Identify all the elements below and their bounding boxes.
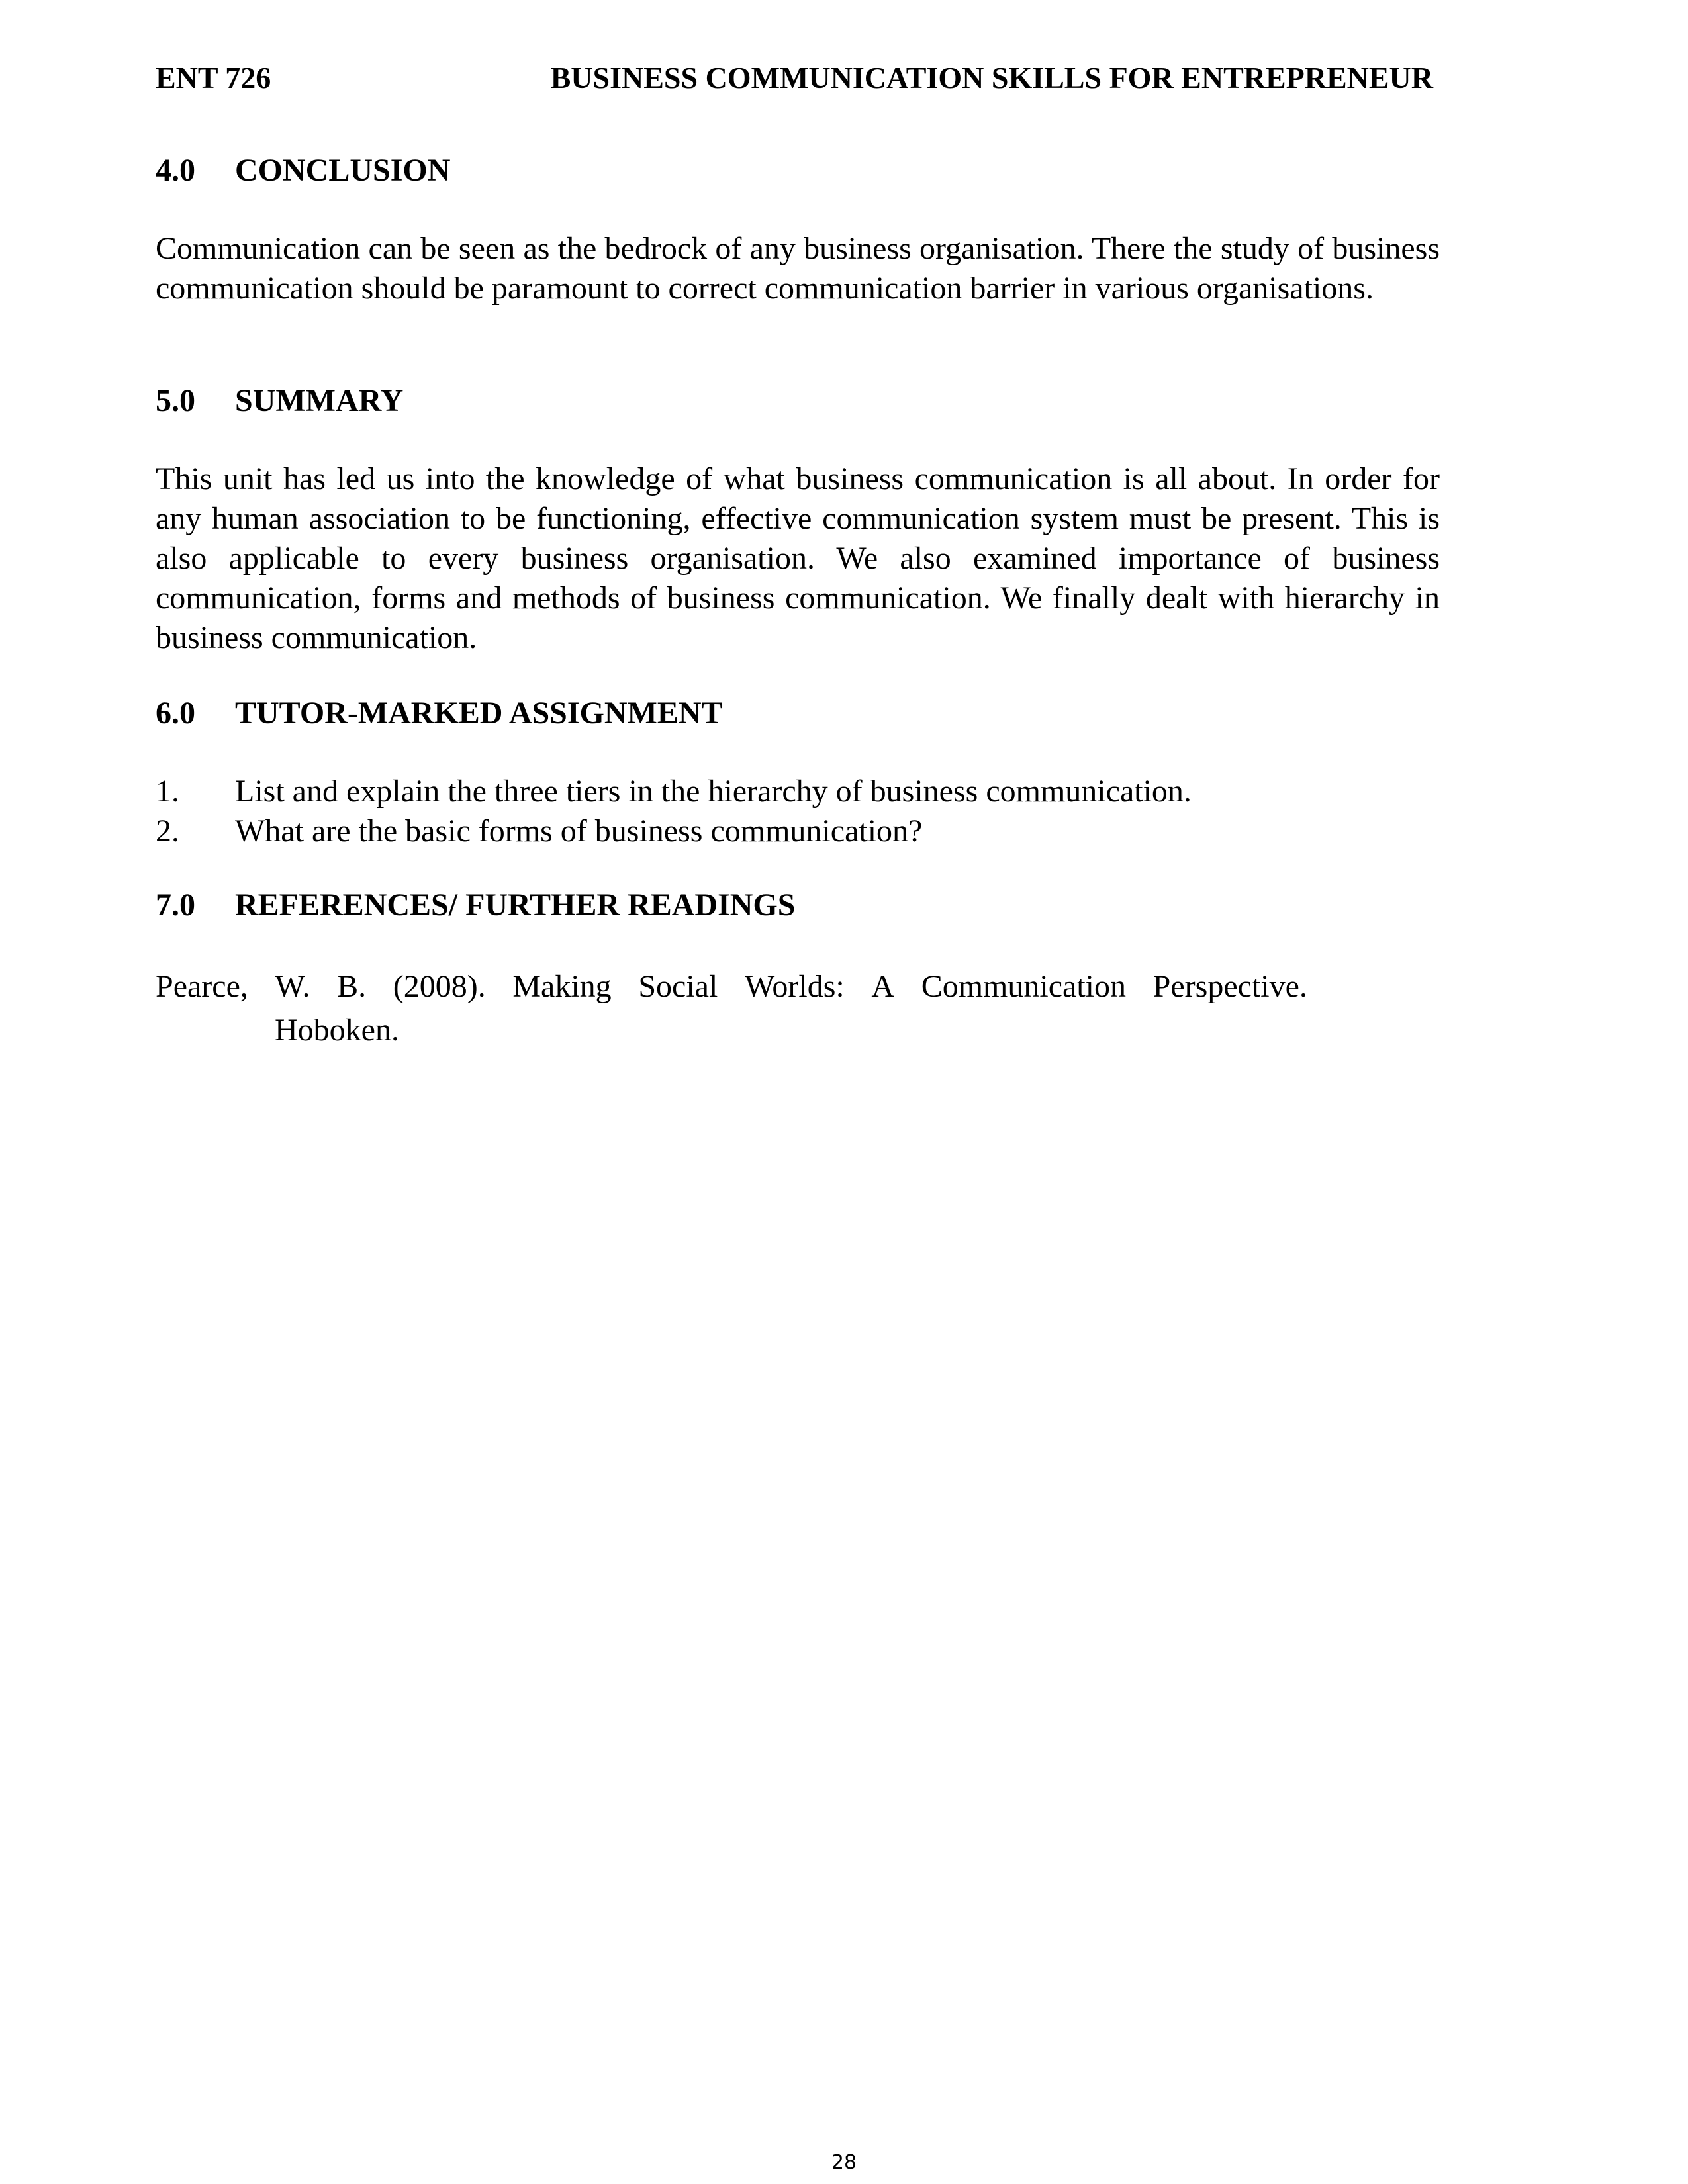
summary-paragraph: This unit has led us into the knowledge of what business communication is all about. In order for any human association to be functioning, effective communication system must be present. This is also applicable to every business organisation. We also examined importance of business communication, forms and methods of business communication. We finally dealt with hierarchy in business communication. [156, 461, 1440, 655]
conclusion-paragraph: Communication can be seen as the bedrock of any business organisation. There the study of business communication should be paramount to correct communication barrier in various organisations. [156, 231, 1440, 306]
reference-line-1 [156, 965, 1307, 1009]
reference-word: Perspective. [1152, 969, 1307, 1004]
list-item-number: 1. [156, 774, 179, 809]
running-header [156, 58, 1433, 98]
section-title: CONCLUSION [235, 153, 451, 188]
reference-word: (2008). [393, 969, 486, 1004]
reference-word: Pearce, [156, 969, 248, 1004]
reference-word: Making [512, 969, 612, 1004]
page-number: 28 [831, 2151, 857, 2174]
section-number: 7.0 [156, 887, 195, 923]
section-heading-summary [156, 381, 1440, 421]
section-title: TUTOR-MARKED ASSIGNMENT [235, 696, 723, 731]
list-item-number: 2. [156, 813, 179, 848]
section-title: REFERENCES/ FURTHER READINGS [235, 887, 796, 923]
course-code: ENT 726 [156, 61, 271, 95]
list-item-text: What are the basic forms of business communication? [235, 813, 923, 848]
list-item [156, 772, 1440, 811]
reference-word: Social [638, 969, 718, 1004]
reference-word: Worlds: [744, 969, 845, 1004]
reference-entry [156, 965, 1307, 1052]
section-number: 4.0 [156, 153, 195, 188]
reference-word: B. [337, 969, 367, 1004]
list-item-text: List and explain the three tiers in the hierarchy of business communication. [235, 774, 1192, 809]
course-title: BUSINESS COMMUNICATION SKILLS FOR ENTREPRENEUR [550, 61, 1433, 95]
section-title: SUMMARY [235, 383, 404, 418]
section-number: 5.0 [156, 383, 195, 418]
section-heading-references [156, 886, 1440, 925]
reference-line-2: Hoboken. [275, 1013, 399, 1048]
reference-word: A [871, 969, 895, 1004]
reference-word: Communication [921, 969, 1127, 1004]
assignment-list [156, 772, 1440, 851]
list-item [156, 811, 1440, 851]
section-number: 6.0 [156, 696, 195, 731]
reference-word: W. [275, 969, 310, 1004]
section-heading-assignment [156, 694, 1440, 733]
section-heading-conclusion [156, 151, 1440, 191]
